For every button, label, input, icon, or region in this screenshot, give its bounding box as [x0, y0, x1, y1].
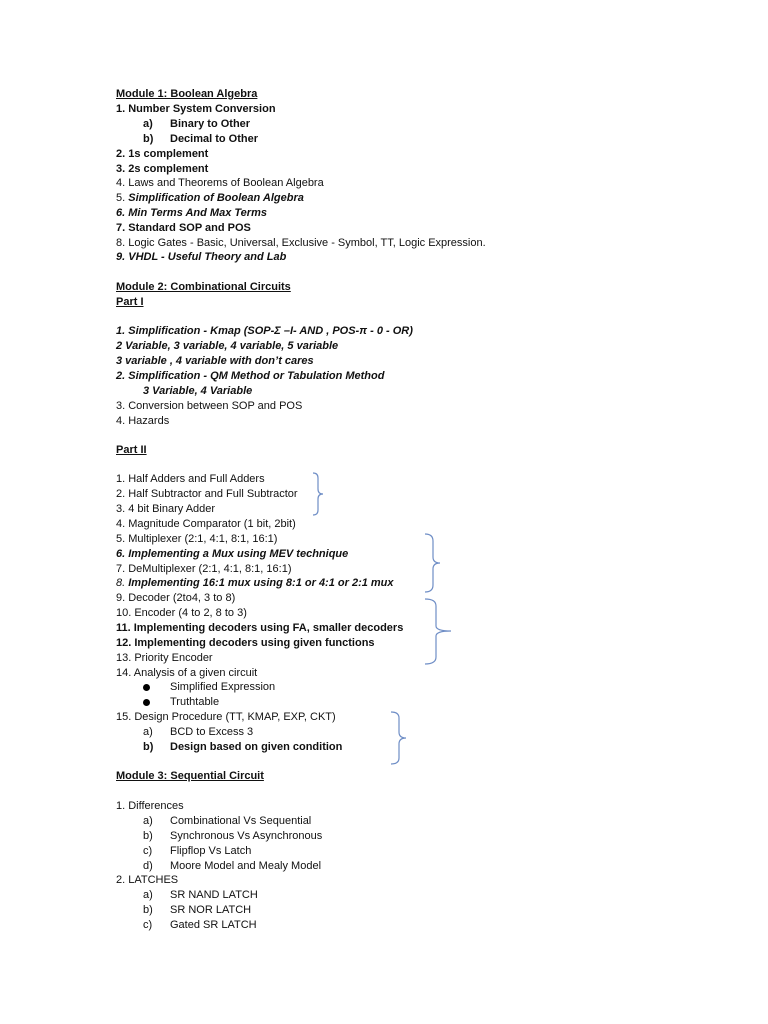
- list-marker: b): [143, 741, 154, 753]
- module2-part2-item-11: 11. Implementing decoders using FA, smaller decoders: [116, 622, 404, 634]
- module2-part2-item-2: 2. Half Subtractor and Full Subtractor: [116, 488, 298, 500]
- module1-item-8: 8. Logic Gates - Basic, Universal, Exclusive - Symbol, TT, Logic Expression.: [116, 237, 486, 249]
- list-marker: b): [143, 904, 153, 916]
- module2-part1-item-2: 2. Simplification - QM Method or Tabulation Method: [116, 370, 385, 382]
- module3-item-1a: Combinational Vs Sequential: [170, 815, 312, 827]
- module1-heading: Module 1: Boolean Algebra: [116, 88, 258, 100]
- module2-part2-item-14: 14. Analysis of a given circuit: [116, 667, 258, 679]
- module3-item-1: 1. Differences: [116, 800, 184, 812]
- module1-item-3: 3. 2s complement: [116, 163, 209, 175]
- right-brace-icon: [390, 711, 408, 765]
- module2-part2-item-15a: BCD to Excess 3: [170, 726, 254, 738]
- list-marker: a): [143, 726, 153, 738]
- module2-part1-item-1: 1. Simplification - Kmap (SOP-Σ –I- AND , POS-π - 0 - OR): [116, 325, 413, 337]
- module2-part1-line: 3 variable , 4 variable with don’t cares: [116, 355, 314, 367]
- list-marker: a): [143, 815, 153, 827]
- list-marker: a): [143, 118, 153, 130]
- module2-part1-item-3: 3. Conversion between SOP and POS: [116, 400, 303, 412]
- module3-item-2c: Gated SR LATCH: [170, 919, 257, 931]
- module2-part2-item-5: 5. Multiplexer (2:1, 4:1, 8:1, 16:1): [116, 533, 278, 545]
- module2-part2-heading: Part II: [116, 444, 147, 456]
- module1-item-1b: Decimal to Other: [170, 133, 259, 145]
- list-marker: c): [143, 845, 153, 857]
- module2-part2-item-4: 4. Magnitude Comparator (1 bit, 2bit): [116, 518, 296, 530]
- module3-item-1d: Moore Model and Mealy Model: [170, 860, 322, 872]
- module2-part2-item-12: 12. Implementing decoders using given functions: [116, 637, 375, 649]
- module1-item-2: 2. 1s complement: [116, 148, 209, 160]
- right-brace-icon: [312, 472, 326, 516]
- module1-item-6: 6. Min Terms And Max Terms: [116, 207, 267, 219]
- module1-item-7: 7. Standard SOP and POS: [116, 222, 251, 234]
- module1-item-9: 9. VHDL - Useful Theory and Lab: [116, 251, 287, 263]
- list-marker: b): [143, 133, 154, 145]
- module2-part1-line: 3 Variable, 4 Variable: [143, 385, 253, 397]
- list-marker: d): [143, 860, 153, 872]
- bullet-icon: [143, 699, 150, 706]
- module3-item-2a: SR NAND LATCH: [170, 889, 258, 901]
- item-number: 5.: [116, 192, 129, 204]
- module2-part2-item-10: 10. Encoder (4 to 2, 8 to 3): [116, 607, 247, 619]
- module2-part1-line: 2 Variable, 3 variable, 4 variable, 5 variable: [116, 340, 339, 352]
- module2-part2-item-9: 9. Decoder (2to4, 3 to 8): [116, 592, 236, 604]
- list-marker: c): [143, 919, 153, 931]
- module3-item-1c: Flipflop Vs Latch: [170, 845, 252, 857]
- module3-item-1b: Synchronous Vs Asynchronous: [170, 830, 323, 842]
- module2-part2-item-13: 13. Priority Encoder: [116, 652, 213, 664]
- module2-part2-item-7: 7. DeMultiplexer (2:1, 4:1, 8:1, 16:1): [116, 563, 292, 575]
- module1-item-5: [116, 191, 304, 205]
- module2-part2-item-14-bullet: Truthtable: [170, 696, 220, 708]
- item-text: Simplification of Boolean Algebra: [128, 192, 304, 204]
- module2-part2-item-3: 3. 4 bit Binary Adder: [116, 503, 216, 515]
- module2-part2-item-15: 15. Design Procedure (TT, KMAP, EXP, CKT): [116, 711, 336, 723]
- list-marker: b): [143, 830, 153, 842]
- module3-item-2: 2. LATCHES: [116, 874, 179, 886]
- module1-item-1: 1. Number System Conversion: [116, 103, 276, 115]
- module3-item-2b: SR NOR LATCH: [170, 904, 252, 916]
- module2-part2-item-1: 1. Half Adders and Full Adders: [116, 473, 265, 485]
- module3-heading: Module 3: Sequential Circuit: [116, 770, 264, 782]
- module2-part2-item-15b: Design based on given condition: [170, 741, 343, 753]
- module2-part2-item-8: [116, 576, 394, 590]
- module1-item-1a: Binary to Other: [170, 118, 251, 130]
- right-brace-icon: [424, 533, 442, 593]
- module1-item-4: 4. Laws and Theorems of Boolean Algebra: [116, 177, 324, 189]
- item-text: Implementing 16:1 mux using 8:1 or 4:1 or 2:1 mux: [128, 577, 394, 589]
- module2-part1-heading: Part I: [116, 296, 144, 308]
- module2-heading: Module 2: Combinational Circuits: [116, 281, 291, 293]
- item-number: 8.: [116, 577, 129, 589]
- right-brace-icon: [424, 598, 454, 666]
- bullet-icon: [143, 684, 150, 691]
- module2-part2-item-6: 6. Implementing a Mux using MEV technique: [116, 548, 349, 560]
- module2-part2-item-14-bullet: Simplified Expression: [170, 681, 276, 693]
- list-marker: a): [143, 889, 153, 901]
- module2-part1-item-4: 4. Hazards: [116, 415, 170, 427]
